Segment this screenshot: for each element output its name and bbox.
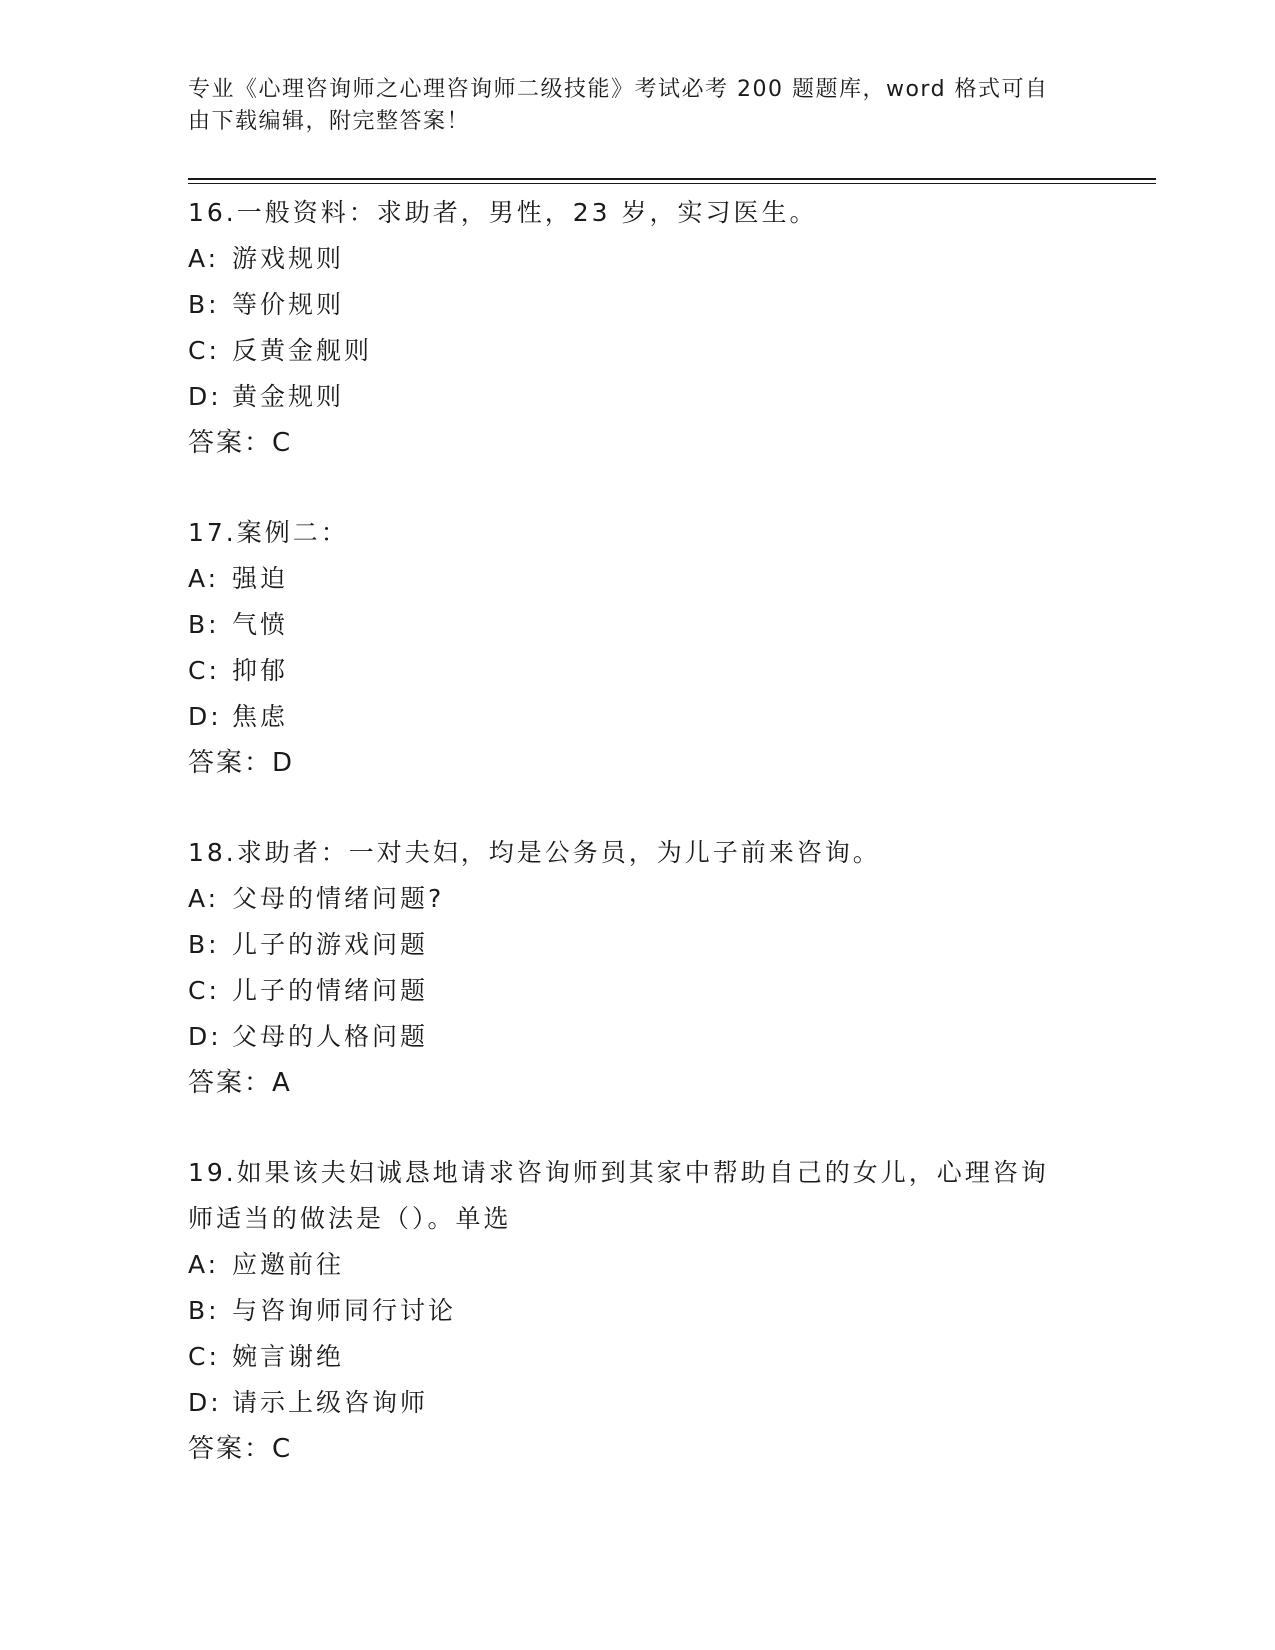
question-19 (188, 1150, 1088, 1472)
option-b: B: 儿子的游戏问题 (188, 930, 429, 959)
answer-line: 答案：C (188, 428, 293, 458)
question-18 (188, 830, 1088, 1106)
option-a: A: 父母的情绪问题? (188, 884, 445, 913)
answer-line: 答案：D (188, 748, 295, 778)
header-rule-thick (188, 178, 1156, 180)
header-line-1: 专业《心理咨询师之心理咨询师二级技能》考试必考 200 题题库，word 格式可自 (188, 77, 1049, 102)
option-c: C: 反黄金舰则 (188, 336, 373, 365)
header-line-2: 由下载编辑，附完整答案！ (188, 109, 471, 134)
option-b: B: 气愤 (188, 610, 289, 639)
option-c: C: 婉言谢绝 (188, 1342, 345, 1371)
option-a: A: 强迫 (188, 564, 289, 593)
stem-line: 18.求助者：一对夫妇，均是公务员，为儿子前来咨询。 (188, 838, 881, 867)
option-d: D: 黄金规则 (188, 382, 345, 411)
stem-line: 16.一般资料：求助者，男性，23 岁，实习医生。 (188, 198, 818, 227)
stem-line: 19.如果该夫妇诚恳地请求咨询师到其家中帮助自己的女儿，心理咨询 (188, 1158, 1049, 1187)
option-d: D: 父母的人格问题 (188, 1022, 429, 1051)
question-17 (188, 510, 1088, 786)
stem-line: 师适当的做法是（）。单选 (188, 1204, 512, 1233)
answer-line: 答案：A (188, 1068, 292, 1098)
question-stem (188, 1150, 1088, 1242)
stem-line: 17.案例二： (188, 518, 349, 547)
question-stem (188, 190, 1088, 236)
option-c: C: 儿子的情绪问题 (188, 976, 429, 1005)
question-16 (188, 190, 1088, 466)
question-stem (188, 510, 1088, 556)
question-list (188, 190, 1088, 1516)
header-rule-thin (188, 183, 1156, 184)
option-b: B: 与咨询师同行讨论 (188, 1296, 457, 1325)
option-d: D: 请示上级咨询师 (188, 1388, 429, 1417)
document-header (188, 74, 1088, 138)
option-c: C: 抑郁 (188, 656, 289, 685)
question-stem (188, 830, 1088, 876)
answer-line: 答案：C (188, 1434, 293, 1464)
option-d: D: 焦虑 (188, 702, 289, 731)
option-b: B: 等价规则 (188, 290, 345, 319)
option-a: A: 游戏规则 (188, 244, 345, 273)
option-a: A: 应邀前往 (188, 1250, 345, 1279)
